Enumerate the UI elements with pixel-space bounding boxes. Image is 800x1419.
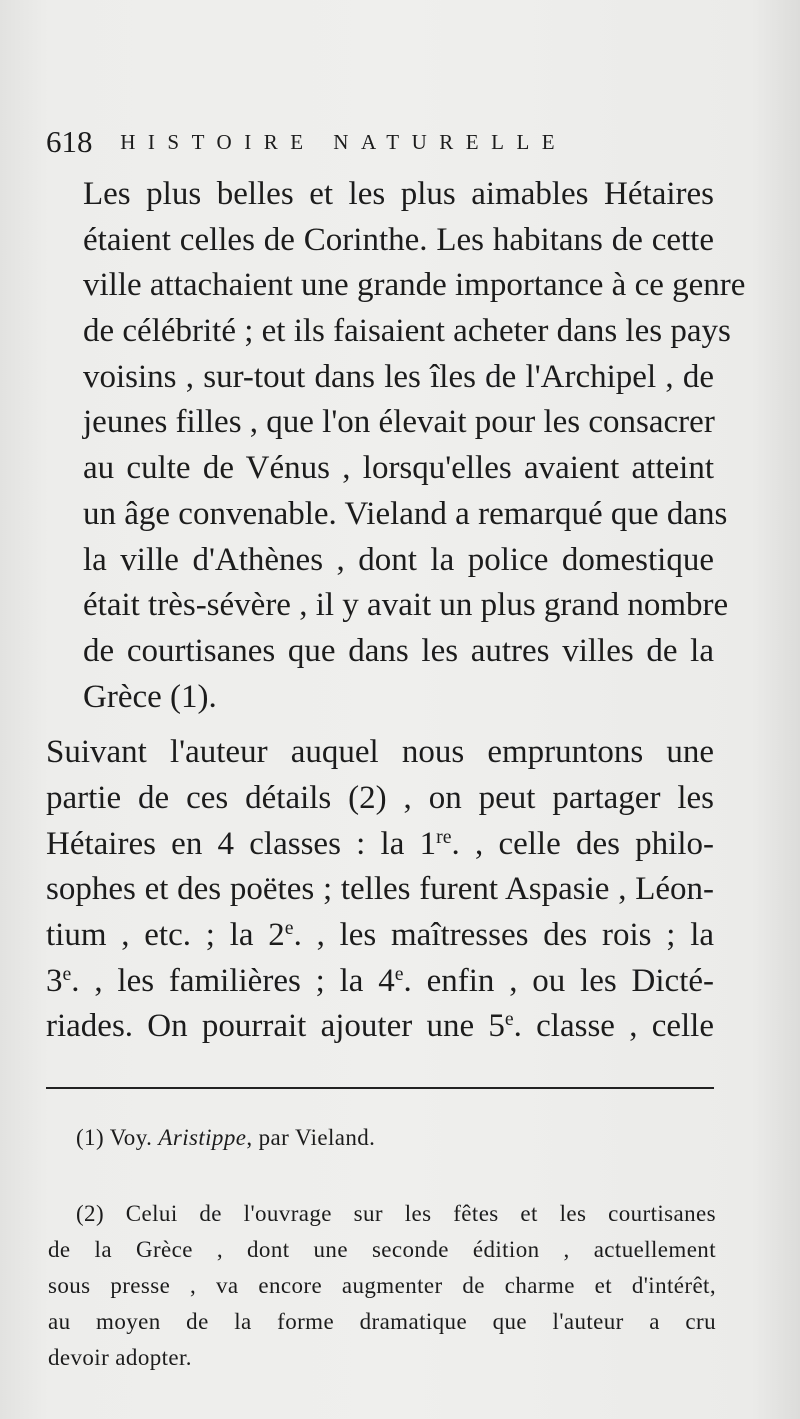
paragraph-1-line: étaient celles de Corinthe. Les habitans de cette	[83, 221, 714, 258]
paragraph-1-line: voisins , sur-tout dans les îles de l'Archipel , de	[83, 358, 714, 395]
footnote-2-line: au moyen de la forme dramatique que l'auteur a cru	[48, 1309, 716, 1334]
paragraph-1-line: ville attachaient une grande importance à ce genre	[83, 267, 746, 304]
text-run: riades. On pourrait ajouter une 5	[46, 1008, 505, 1045]
paragraph-1-line: était très-sévère , il y avait un plus grand nombre	[83, 587, 729, 624]
text-run: Hétaires en 4 classes : la 1	[46, 825, 437, 862]
paragraph-2-line	[46, 1004, 714, 1050]
text-run: . , les familières ; la 4	[71, 962, 395, 999]
footnote-2	[48, 1196, 716, 1376]
paragraph-1-line: Les plus belles et les plus aimables Hétaires	[83, 176, 714, 212]
footnote-2-line: devoir adopter.	[48, 1345, 192, 1370]
text-run: . enfin , ou les Dicté-	[403, 962, 714, 999]
paragraph-1-line: jeunes filles , que l'on élevait pour les consacrer	[83, 404, 715, 441]
footnote-1-title: Aristippe	[158, 1125, 247, 1150]
text-run: . , les maîtresses des rois ; la	[293, 917, 715, 953]
superscript: e	[394, 962, 404, 985]
paragraph-1-line: la ville d'Athènes , dont la police domestique	[83, 541, 714, 578]
paragraph-2-line: partie de ces détails (2) , on peut partager les	[46, 779, 714, 816]
paragraph-2-line: sophes et des poëtes ; telles furent Aspasie , Léon-	[46, 871, 714, 908]
paragraph-1	[46, 172, 746, 720]
running-title: HISTOIRE NATURELLE	[120, 130, 568, 154]
text-run: 3	[46, 962, 63, 999]
page-number: 618	[46, 124, 93, 159]
footnote-1-text: (1) Voy.	[76, 1125, 159, 1150]
paragraph-2-line	[46, 822, 714, 868]
superscript: e	[284, 917, 294, 940]
footnote-1-text: , par Vieland.	[246, 1125, 376, 1150]
page-header	[46, 120, 666, 164]
superscript: re	[436, 825, 452, 848]
paragraph-2-line	[46, 913, 714, 959]
paragraph-1-line: un âge convenable. Vieland a remarqué que dans	[83, 495, 728, 532]
paragraph-1-line: au culte de Vénus , lorsqu'elles avaient atteint	[83, 450, 714, 487]
footnote-2-line: sous presse , va encore augmenter de charme et d'intérêt,	[48, 1273, 716, 1298]
body-text	[46, 172, 746, 1050]
footnote-1	[76, 1120, 716, 1156]
paragraph-1-line: de courtisanes que dans les autres villes de la	[83, 632, 714, 669]
superscript: e	[504, 1008, 514, 1031]
paragraph-2-line: Suivant l'auteur auquel nous empruntons une	[46, 734, 714, 771]
footnote-divider	[46, 1087, 714, 1089]
text-run: . classe , celle	[513, 1008, 714, 1045]
paragraph-1-line: de célébrité ; et ils faisaient acheter dans les pays	[83, 313, 731, 350]
footnote-2-line: (2) Celui de l'ouvrage sur les fêtes et les courtisanes	[76, 1201, 716, 1226]
paragraph-2	[46, 730, 714, 1050]
superscript: e	[62, 962, 72, 985]
text-run: tium , etc. ; la 2	[46, 917, 285, 953]
paragraph-2-line	[46, 959, 714, 1005]
footnote-2-line: de la Grèce , dont une seconde édition , actuellement	[48, 1237, 716, 1262]
text-run: . , celle des philo-	[451, 825, 715, 862]
paragraph-1-line: Grèce (1).	[83, 678, 217, 715]
